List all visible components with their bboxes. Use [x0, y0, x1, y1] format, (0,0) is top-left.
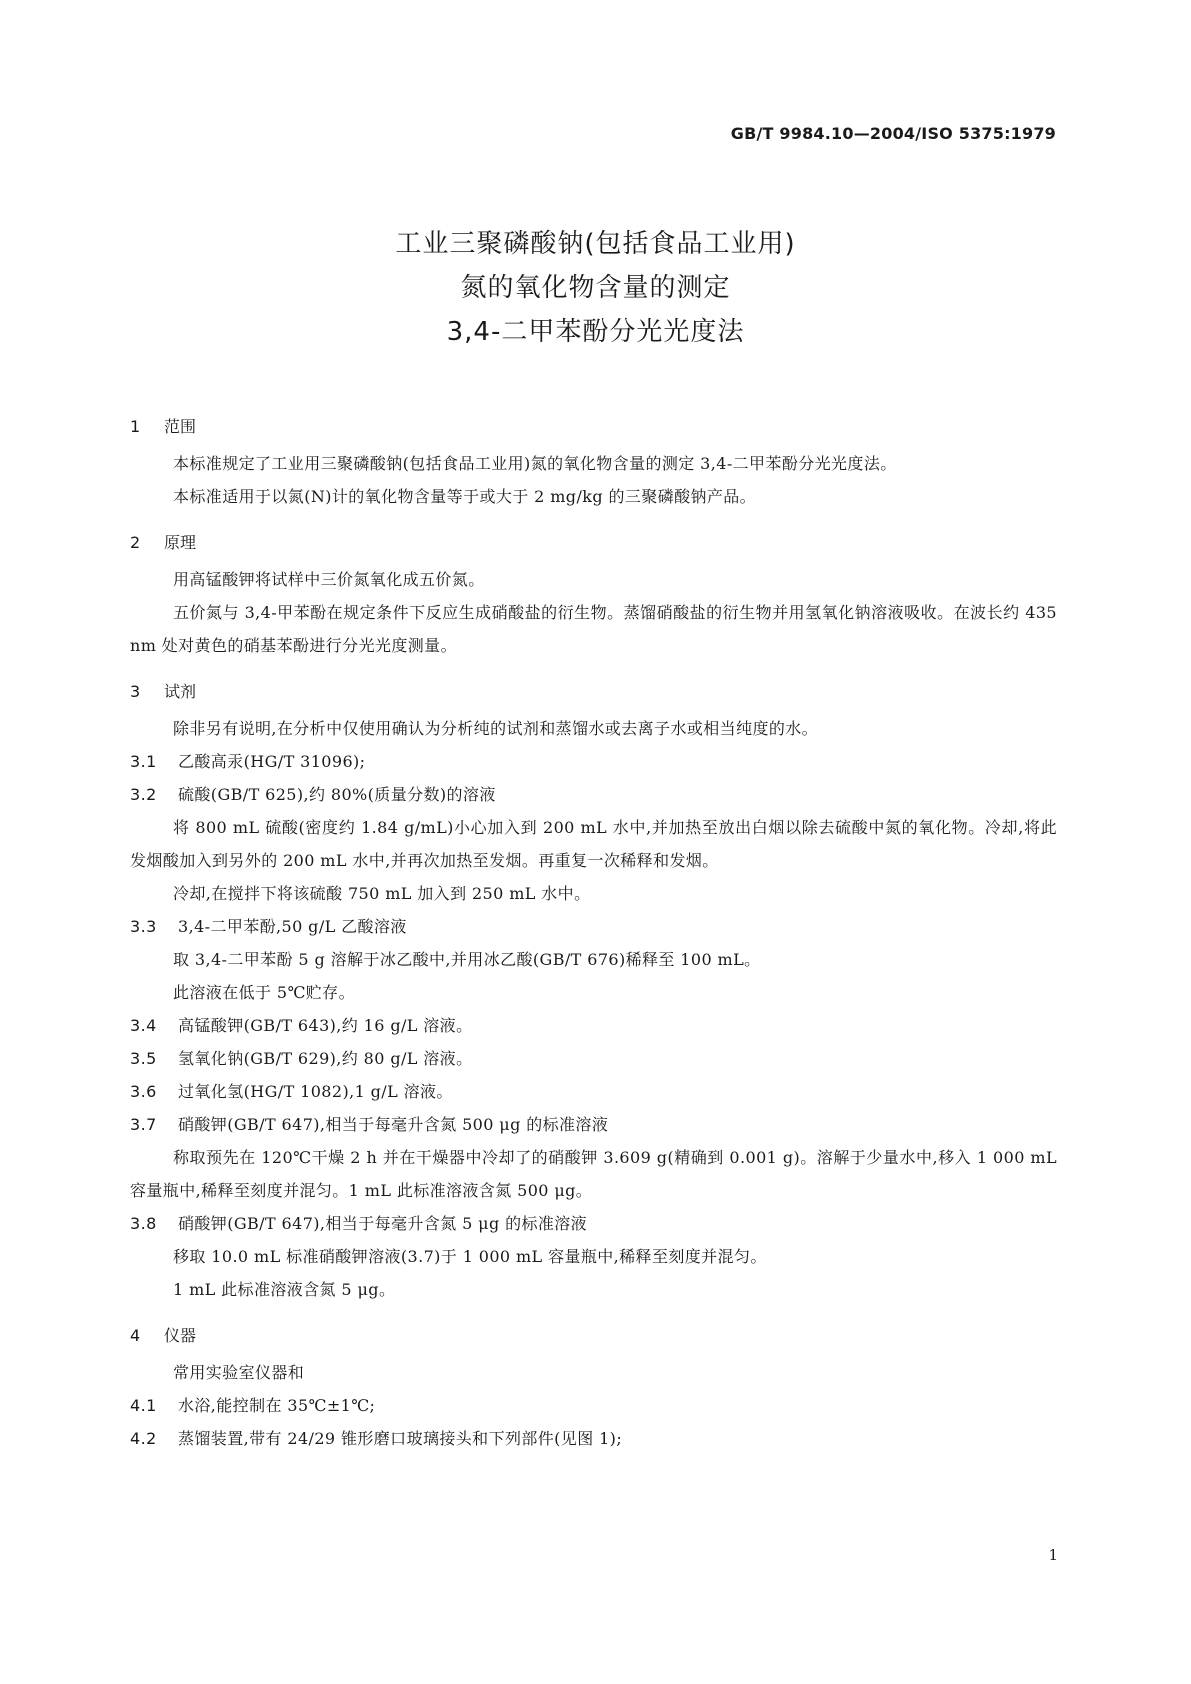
list-item	[130, 1422, 1057, 1455]
item-text: 过氧化氢(HG/T 1082),1 g/L 溶液。	[178, 1082, 453, 1101]
title-line-3: 3,4-二甲苯酚分光光度法	[446, 317, 745, 347]
item-text: 3,4-二甲苯酚,50 g/L 乙酸溶液	[178, 917, 407, 936]
item-text: 乙酸高汞(HG/T 31096);	[178, 752, 366, 771]
section-heading-apparatus	[130, 1325, 1057, 1347]
section-number: 4	[130, 1326, 141, 1345]
item-number: 3.4	[130, 1016, 157, 1035]
title-line-2: 氮的氧化物含量的测定	[460, 273, 731, 303]
list-item	[130, 1075, 1057, 1108]
item-number: 3.1	[130, 752, 157, 771]
section-number: 3	[130, 682, 141, 701]
paragraph: 称取预先在 120℃干燥 2 h 并在干燥器中冷却了的硝酸钾 3.609 g(精确到 0.001 g)。溶解于少量水中,移入 1 000 mL 容量瓶中,稀释至刻度并混匀。1 mL 此标准溶液含氮 500 μg。	[130, 1148, 1057, 1200]
paragraph: 取 3,4-二甲苯酚 5 g 溶解于冰乙酸中,并用冰乙酸(GB/T 676)稀释至 100 mL。	[173, 950, 761, 969]
paragraph: 常用实验室仪器和	[173, 1363, 305, 1382]
paragraph: 本标准适用于以氮(N)计的氧化物含量等于或大于 2 mg/kg 的三聚磷酸钠产品。	[173, 487, 757, 506]
item-text: 硝酸钾(GB/T 647),相当于每毫升含氮 5 μg 的标准溶液	[178, 1214, 588, 1233]
document-body	[130, 416, 1057, 1455]
paragraph: 将 800 mL 硫酸(密度约 1.84 g/mL)小心加入到 200 mL 水中,并加热至放出白烟以除去硫酸中氮的氧化物。冷却,将此发烟酸加入到另外的 200 mL 水中,并再次加热至发烟。再重复一次稀释和发烟。	[130, 818, 1057, 870]
section-heading-scope	[130, 416, 1057, 438]
item-number: 3.3	[130, 917, 157, 936]
paragraph: 五价氮与 3,4-甲苯酚在规定条件下反应生成硝酸盐的衍生物。蒸馏硝酸盐的衍生物并用氢氧化钠溶液吸收。在波长约 435 nm 处对黄色的硝基苯酚进行分光光度测量。	[130, 603, 1057, 655]
paragraph: 此溶液在低于 5℃贮存。	[173, 983, 355, 1002]
item-text: 高锰酸钾(GB/T 643),约 16 g/L 溶液。	[178, 1016, 473, 1035]
list-item	[130, 1108, 1057, 1141]
list-item	[130, 1009, 1057, 1042]
item-text: 硝酸钾(GB/T 647),相当于每毫升含氮 500 μg 的标准溶液	[178, 1115, 609, 1134]
item-number: 4.1	[130, 1396, 157, 1415]
section-number: 1	[130, 417, 141, 436]
paragraph: 本标准规定了工业用三聚磷酸钠(包括食品工业用)氮的氧化物含量的测定 3,4-二甲苯酚分光光度法。	[173, 454, 897, 473]
list-item	[130, 910, 1057, 943]
paragraph: 除非另有说明,在分析中仅使用确认为分析纯的试剂和蒸馏水或去离子水或相当纯度的水。	[173, 719, 819, 738]
title-line-1: 工业三聚磷酸钠(包括食品工业用)	[395, 229, 796, 259]
section-heading-principle	[130, 532, 1057, 554]
paragraph: 冷却,在搅拌下将该硫酸 750 mL 加入到 250 mL 水中。	[173, 884, 591, 903]
section-number: 2	[130, 533, 141, 552]
list-item	[130, 745, 1057, 778]
item-number: 3.7	[130, 1115, 157, 1134]
section-title: 试剂	[164, 682, 197, 701]
item-number: 3.6	[130, 1082, 157, 1101]
item-text: 水浴,能控制在 35℃±1℃;	[178, 1396, 376, 1415]
section-title: 仪器	[164, 1326, 197, 1345]
section-title: 原理	[164, 533, 197, 552]
list-item	[130, 778, 1057, 811]
paragraph: 用高锰酸钾将试样中三价氮氧化成五价氮。	[173, 570, 485, 589]
list-item	[130, 1389, 1057, 1422]
item-text: 氢氧化钠(GB/T 629),约 80 g/L 溶液。	[178, 1049, 473, 1068]
item-number: 3.2	[130, 785, 157, 804]
paragraph: 移取 10.0 mL 标准硝酸钾溶液(3.7)于 1 000 mL 容量瓶中,稀释至刻度并混匀。	[173, 1247, 767, 1266]
item-number: 3.5	[130, 1049, 157, 1068]
list-item	[130, 1042, 1057, 1075]
page-number: 1	[1048, 1546, 1058, 1564]
section-title: 范围	[164, 417, 197, 436]
section-heading-reagents	[130, 681, 1057, 703]
paragraph: 1 mL 此标准溶液含氮 5 μg。	[173, 1280, 396, 1299]
document-title	[0, 222, 1191, 354]
item-number: 3.8	[130, 1214, 157, 1233]
standard-code: GB/T 9984.10—2004/ISO 5375:1979	[730, 124, 1056, 143]
item-text: 蒸馏装置,带有 24/29 锥形磨口玻璃接头和下列部件(见图 1);	[178, 1429, 623, 1448]
item-text: 硫酸(GB/T 625),约 80%(质量分数)的溶液	[178, 785, 496, 804]
item-number: 4.2	[130, 1429, 157, 1448]
list-item	[130, 1207, 1057, 1240]
